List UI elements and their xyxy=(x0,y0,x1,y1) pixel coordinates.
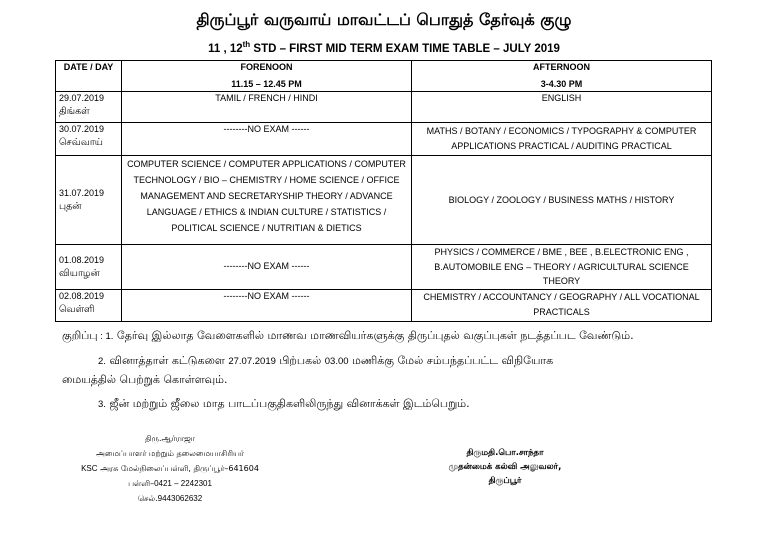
signatory-left-role: அமைப்பாளர் மற்றும் தலைமையாசிரியர் xyxy=(95,449,244,458)
date-cell xyxy=(56,245,122,290)
table-row xyxy=(56,123,712,156)
note-2-text-b: பிற்பகல் xyxy=(275,354,325,367)
note-1-number: : 1. xyxy=(97,331,114,342)
exam-timetable xyxy=(55,60,712,322)
forenoon-time: 11.15 – 12.45 PM xyxy=(231,79,302,89)
date-cell xyxy=(56,92,122,123)
subtitle-standard: 11 , 12 xyxy=(208,42,243,55)
afternoon-time: 3-4.30 PM xyxy=(540,79,583,89)
note-2 xyxy=(62,352,712,389)
mobile-label: செல். xyxy=(137,494,158,503)
date-cell xyxy=(56,123,122,156)
date-day-header: DATE / DAY xyxy=(56,61,122,92)
table-row xyxy=(56,92,712,123)
notes-label: குறிப்பு xyxy=(62,329,98,342)
table-row xyxy=(56,156,712,245)
row-date: 01.08.2019 xyxy=(59,254,105,265)
note-3-text: ஜீன் மற்றும் ஜீலை மாத பாடப்பகுதிகளிலிருந்து வினாக்கள் இடம்பெறும். xyxy=(105,397,470,410)
note-2-text-a: வினாத்தாள் கட்டுகளை xyxy=(105,354,229,367)
note-2-time: 03.00 xyxy=(324,356,349,367)
signatory-right-role: முதன்மைக் கல்வி அலுவலர், xyxy=(448,462,562,472)
forenoon-cell: --------NO EXAM ------ xyxy=(122,123,412,156)
school-name: அரசு மேல்நிலைப்பள்ளி, திருப்பூர்–641604 xyxy=(97,464,259,473)
afternoon-label: AFTERNOON xyxy=(533,62,590,72)
afternoon-cell: BIOLOGY / ZOOLOGY / BUSINESS MATHS / HISTORY xyxy=(412,156,712,245)
note-3-number: 3. xyxy=(98,399,106,410)
row-date: 30.07.2019 xyxy=(59,124,105,134)
note-2-date: 27.07.2019 xyxy=(228,356,276,367)
afternoon-header xyxy=(412,61,712,92)
note-3 xyxy=(98,395,712,414)
signatory-left-mobile xyxy=(70,491,270,506)
mobile-number: 9443062632 xyxy=(157,494,203,503)
phone-label: பள்ளி– xyxy=(128,479,155,488)
row-day: செவ்வாய் xyxy=(59,137,103,148)
signatory-left xyxy=(70,431,270,506)
forenoon-cell: COMPUTER SCIENCE / COMPUTER APPLICATIONS / COMPUTER TECHNOLOGY / BIO – CHEMISTRY / HOME SCIENCE / OFFICE MANAGEMENT AND SECRETARYSHIP THEORY / ADVANCE LANGUAGE / ETHICS & INDIAN CULTURE / STATISTICS / POLITICAL SCIENCE / NUTRITIAN & DIETICS xyxy=(122,156,412,245)
forenoon-cell: --------NO EXAM ------ xyxy=(122,245,412,290)
signatory-left-name: திரு.ஆர்ராஜா xyxy=(145,434,195,443)
note-2-continuation: மையத்தில் பெற்றுக் கொள்ளவும். xyxy=(62,373,228,386)
forenoon-cell: TAMIL / FRENCH / HINDI xyxy=(122,92,412,123)
table-header-row xyxy=(56,61,712,92)
date-cell xyxy=(56,156,122,245)
subtitle-superscript: th xyxy=(242,40,251,49)
row-day: வெள்ளி xyxy=(59,303,95,315)
forenoon-cell: --------NO EXAM ------ xyxy=(122,289,412,321)
row-day: திங்கள் xyxy=(59,106,90,117)
note-2-number: 2. xyxy=(98,356,106,367)
signatory-left-school xyxy=(70,461,270,476)
table-row xyxy=(56,289,712,321)
afternoon-cell: PHYSICS / COMMERCE / BME , BEE , B.ELECTRONIC ENG , B.AUTOMOBILE ENG – THEORY / AGRICULTURAL SCIENCE THEORY xyxy=(412,245,712,290)
note-1-text: தேர்வு இல்லாத வேளைகளில் மாணவ மாணவியர்களுக்கு திருப்புதல் வகுப்புகள் நடத்தப்பட வேண்டும். xyxy=(113,329,634,342)
page-title: திருப்பூர் வருவாய் மாவட்டப் பொதுத் தேர்வுக் குழு xyxy=(196,10,572,29)
afternoon-cell: CHEMISTRY / ACCOUNTANCY / GEOGRAPHY / ALL VOCATIONAL PRACTICALS xyxy=(412,289,712,321)
phone-number: 0421 – 2242301 xyxy=(154,479,212,488)
signatory-right xyxy=(420,446,590,488)
note-2-text-c: மணிக்கு மேல் சம்பந்தப்பட்ட விநியோக xyxy=(348,354,554,367)
row-date: 02.08.2019 xyxy=(59,290,105,301)
signatory-left-phone xyxy=(70,476,270,491)
subtitle-exam-name: STD – FIRST MID TERM EXAM TIME TABLE – JULY 2019 xyxy=(250,42,560,55)
row-day: புதன் xyxy=(59,201,82,212)
forenoon-header xyxy=(122,61,412,92)
note-1 xyxy=(62,327,712,346)
exam-subtitle xyxy=(0,40,768,55)
notes-section xyxy=(62,327,712,414)
signatory-right-name: திருமதி.பொ.சாந்தா xyxy=(466,448,544,458)
forenoon-label: FORENOON xyxy=(240,62,293,72)
row-day: வியாழன் xyxy=(59,267,100,279)
date-cell xyxy=(56,289,122,321)
school-prefix: KSC xyxy=(81,464,98,473)
row-date: 31.07.2019 xyxy=(59,188,105,198)
signatory-right-place: திருப்பூர் xyxy=(488,476,522,486)
row-date: 29.07.2019 xyxy=(59,93,105,103)
afternoon-cell: MATHS / BOTANY / ECONOMICS / TYPOGRAPHY & COMPUTER APPLICATIONS PRACTICAL / AUDITING PRACTICAL xyxy=(412,123,712,156)
afternoon-cell: ENGLISH xyxy=(412,92,712,123)
table-row xyxy=(56,245,712,290)
